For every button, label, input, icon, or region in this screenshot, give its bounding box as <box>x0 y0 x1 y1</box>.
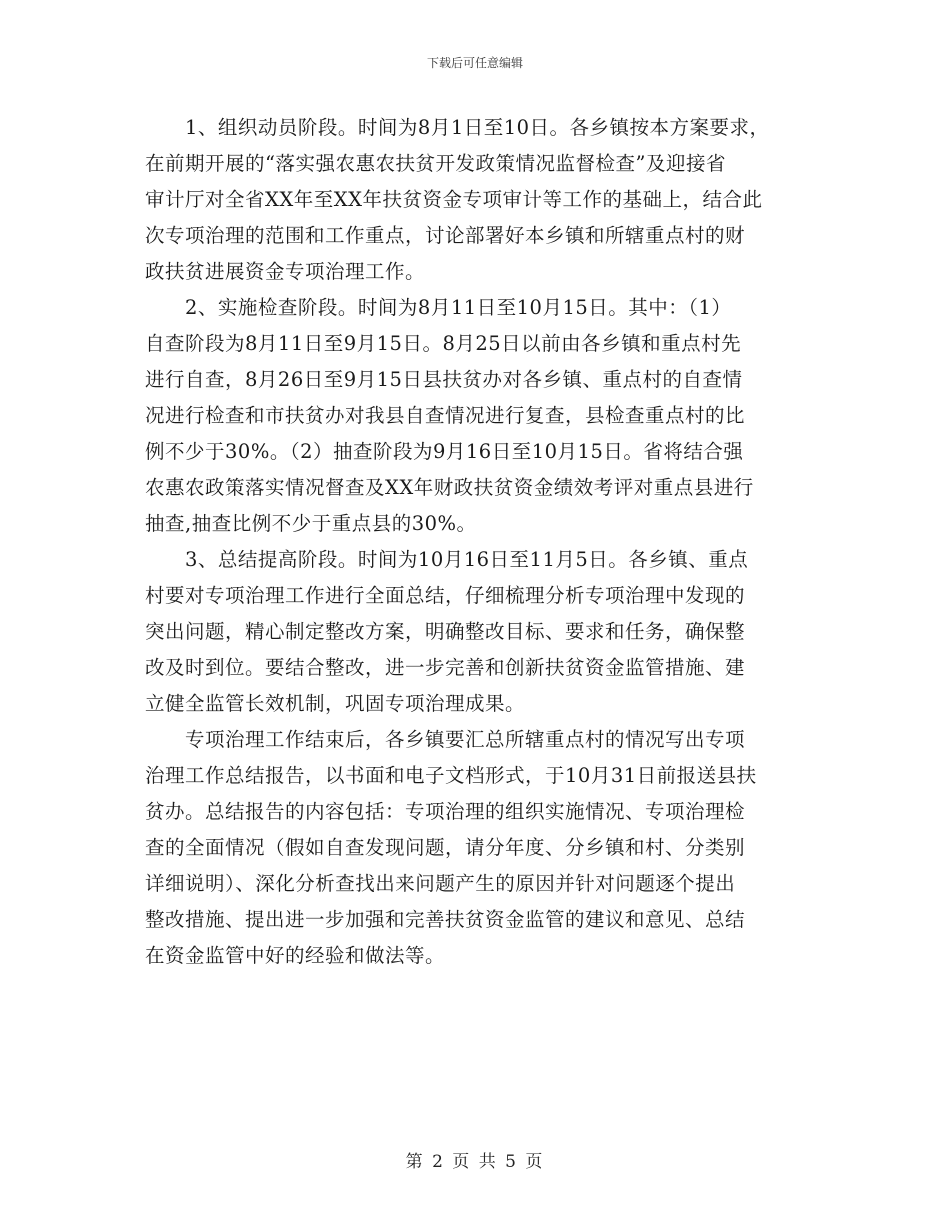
paragraph-line: 专项治理工作结束后，各乡镇要汇总所辖重点村的情况写出专项 <box>185 728 746 751</box>
page-number: 第 2 页 共 5 页 <box>405 1152 545 1172</box>
paragraph-line: 农惠农政策落实情况督查及XX年财政扶贫资金绩效考评对重点县进行 <box>145 476 754 499</box>
paragraph-line: 审计厅对全省XX年至XX年扶贫资金专项审计等工作的基础上，结合此 <box>145 188 763 211</box>
paragraph-line: 自查阶段为8月11日至9月15日。8月25日以前由各乡镇和重点村先 <box>145 332 742 355</box>
paragraph-line: 改及时到位。要结合整改，进一步完善和创新扶贫资金监管措施、建 <box>145 656 746 679</box>
paragraph-line: 2、实施检查阶段。时间为8月11日至10月15日。其中：（1） <box>185 296 732 319</box>
paragraph-line: 详细说明）、深化分析查找出来问题产生的原因并针对问题逐个提出 <box>145 872 736 895</box>
paragraph-line: 治理工作总结报告，以书面和电子文档形式，于10月31日前报送县扶 <box>145 764 757 787</box>
paragraph-implementation-check <box>145 290 825 542</box>
paragraph-line: 在前期开展的“落实强农惠农扶贫开发政策情况监督检查”及迎接省 <box>145 152 726 175</box>
paragraph-line: 查的全面情况（假如自查发现问题，请分年度、分乡镇和村、分类别 <box>145 836 746 859</box>
paragraph-line: 进行自查，8月26日至9月15日县扶贫办对各乡镇、重点村的自查情 <box>145 368 743 391</box>
paragraph-line: 例不少于30%。（2）抽查阶段为9月16日至10月15日。省将结合强 <box>145 440 744 463</box>
page-header-note: 下载后可任意编辑 <box>426 56 523 70</box>
paragraph-line: 抽查,抽查比例不少于重点县的30%。 <box>145 512 477 535</box>
paragraph-line: 突出问题，精心制定整改方案，明确整改目标、要求和任务，确保整 <box>145 620 746 643</box>
paragraph-line: 贫办。总结报告的内容包括：专项治理的组织实施情况、专项治理检 <box>145 800 746 823</box>
paragraph-summary-improve <box>145 542 825 722</box>
paragraph-final-report <box>145 722 825 974</box>
paragraph-line: 村要对专项治理工作进行全面总结，仔细梳理分析专项治理中发现的 <box>145 584 746 607</box>
paragraph-organize-mobilize <box>145 110 825 290</box>
paragraph-line: 况进行检查和市扶贫办对我县自查情况进行复查，县检查重点村的比 <box>145 404 746 427</box>
paragraph-line: 1、组织动员阶段。时间为8月1日至10日。各乡镇按本方案要求， <box>185 116 770 139</box>
paragraph-line: 立健全监管长效机制，巩固专项治理成果。 <box>145 692 526 715</box>
paragraph-line: 整改措施、提出进一步加强和完善扶贫资金监管的建议和意见、总结 <box>145 908 746 931</box>
document-body <box>145 110 825 974</box>
paragraph-line: 次专项治理的范围和工作重点，讨论部署好本乡镇和所辖重点村的财 <box>145 224 746 247</box>
paragraph-line: 政扶贫进展资金专项治理工作。 <box>145 260 426 283</box>
paragraph-line: 3、总结提高阶段。时间为10月16日至11月5日。各乡镇、重点 <box>185 548 749 571</box>
paragraph-line: 在资金监管中好的经验和做法等。 <box>145 944 446 967</box>
